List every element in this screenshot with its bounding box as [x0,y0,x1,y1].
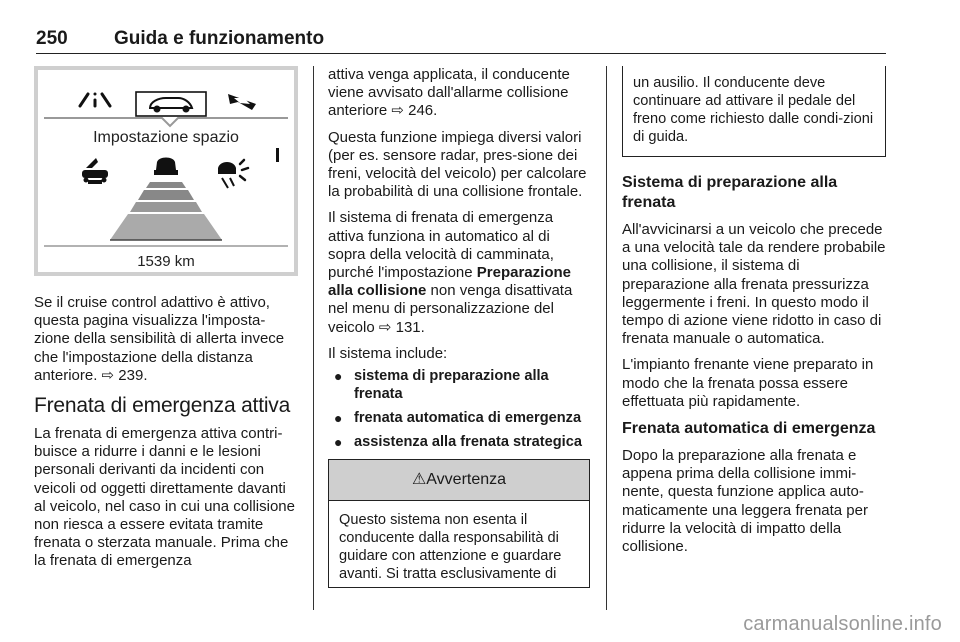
warning-box [328,459,590,588]
page-ref-icon: ⇨ [378,318,392,336]
subheading-auto-brake: Frenata automatica di emergenza [622,420,876,438]
col2-p3-a: Il sistema di frenata di emergenza attiva funziona in automatico al di sopra della velocità di camminata, purché l'impostazione [328,209,554,282]
col2-p1-ref: 246. [408,102,438,120]
list-item-text: sistema di preparazione alla frenata [354,368,549,403]
setting-name: Preparazione alla collisione [328,264,571,300]
column-divider-2 [606,66,607,610]
list-item-text: frenata automatica di emergenza [354,410,582,427]
display-screen [38,70,294,272]
bullet-icon: ● [334,410,343,427]
warning-body [329,501,589,587]
warning-box-continued [622,66,886,157]
intro-ref: 239. [118,366,148,384]
section-heading: Frenata di emergenza attiva [34,394,291,418]
col2-p1-text: attiva venga applicata, il conducente viene avvisato dall'allarme collisione anteriore [328,66,570,120]
col2-paragraph-2: Questa funzione impiega diversi valori (per es. sensore radar, pres-sione dei freni, velocità del veicolo) per calcolare la probabilità di una collisione frontale. [328,128,587,201]
warning-title: Avvertenza [426,471,507,489]
chapter-title: Guida e funzionamento [114,28,325,49]
list-item-text: assistenza alla frenata strategica [354,434,582,451]
col2-paragraph-1 [328,66,590,121]
intro-text: Se il cruise control adattivo è attivo, questa pagina visualizza l'imposta-zione della sensibilità di allerta invece che l'impostazione della distanza anteriore. [34,294,285,384]
page-ref-icon: ⇨ [101,366,115,384]
watermark: carmanualsonline.info [743,613,942,635]
list-item [328,433,590,451]
odometer-reading: 1539 km [137,253,195,270]
warning-header [329,460,589,501]
col2-p3-b: non venga disattivata nel menu di personalizzazione del veicolo [328,282,573,336]
intro-paragraph [34,294,298,385]
column-1 [34,66,298,579]
page-number: 250 [36,28,68,49]
col2-p3-ref: 131. [395,318,425,336]
page-ref-icon: ⇨ [391,102,404,120]
col3-paragraph-1: All'avvicinarsi a un veicolo che precede a una velocità tale da rendere probabile una collisione, il sistema di preparazione alla frenata pressurizza leggermente i freni. In questo modo il tempo di azione viene ridotto in caso di frenata manuale o automatica. [622,221,886,348]
warning-continued-text: un ausilio. Il conducente deve continuare ad attivare il pedale del freno come richiesto dalle condi-zioni di guida. [633,75,874,145]
column-2 [328,66,590,588]
list-item [328,409,590,427]
column-3 [622,66,886,564]
feature-list [328,367,590,451]
display-graphic [38,70,294,272]
warning-triangle-icon: ⚠ [411,471,427,489]
col3-paragraph-3: Dopo la preparazione alla frenata e appena prima della collisione immi-nente, questa funzione applica auto-maticamente una leggera frenata per ridurre la velocità di impatto della collisione. [622,447,868,556]
page-header [36,22,886,54]
warning-text: Questo sistema non esenta il conducente dalla responsabilità di guidare con attenzione e guardare avanti. Si tratta esclusivamente di [339,512,562,583]
bullet-icon: ● [334,368,343,385]
display-figure [34,66,298,276]
col3-paragraph-2: L'impianto frenante viene preparato in modo che la frenata possa essere effettuata più rapidamente. [622,356,874,410]
display-label: Impostazione spazio [93,129,239,146]
scroll-marker [276,148,279,162]
col2-paragraph-4: Il sistema include: [328,344,448,362]
bullet-icon: ● [334,434,343,451]
list-item [328,367,590,403]
subheading-brake-prep: Sistema di preparazione alla frenata [622,174,838,211]
column-divider-1 [313,66,314,610]
col2-paragraph-3 [328,209,590,336]
body-paragraph: La frenata di emergenza attiva contri-buisce a ridurre i danni e le lesioni personali derivanti da incidenti con veicoli od oggetti direttamente davanti al veicolo, nel caso in cui una collisione non riesca a essere evitata tramite frenata o sterzata manuale. Prima che la frenata di emergenza [34,425,295,570]
header-rule [36,53,886,54]
